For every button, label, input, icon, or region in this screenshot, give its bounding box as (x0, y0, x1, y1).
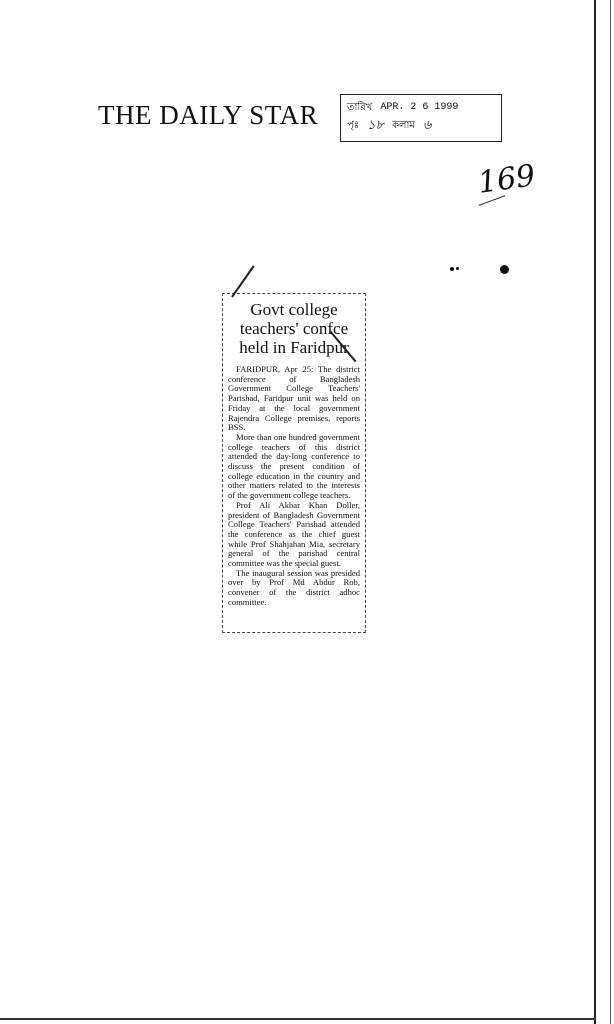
archive-stamp (340, 94, 502, 142)
headline-line: teachers' confce (239, 319, 349, 338)
page-bottom-line (0, 1018, 596, 1020)
stamp-page-label: পৃঃ (347, 120, 360, 131)
article-paragraph: Prof Ali Akbar Khan Doller, president of Bangladesh Government College Teachers' Parishad attended the conference as the chief guest while Prof Shahjahan Mia, secretary general of the parishad central committee was the special guest. (228, 499, 360, 569)
page-edge-line (594, 0, 596, 1024)
newspaper-masthead: THE DAILY STAR (98, 100, 319, 130)
newspaper-clipping (222, 293, 366, 633)
stamp-date-label: তারিখ (347, 102, 373, 113)
article-headline (228, 300, 360, 357)
ink-dot (450, 267, 454, 271)
stamp-column-value: ৬ (422, 118, 432, 133)
stamp-column-label: কলাম (392, 120, 415, 131)
stamp-page-value: ১৮ (367, 118, 384, 133)
headline-line: held in Faridpur (239, 338, 349, 357)
ink-dot (500, 265, 509, 274)
article-paragraph: More than one hundred government college teachers of this district attended the day-long conference to discuss the present condition of college education in the country and other matters related to the interests of the government college teachers. (228, 431, 360, 501)
ink-dot (456, 267, 459, 270)
page-edge-line (610, 0, 611, 1024)
stamp-date-value: APR. 2 6 1999 (380, 102, 459, 113)
article-body (228, 365, 360, 608)
article-paragraph: The inaugural session was presided over by Prof Md Abdur Rob, convener of the district adhoc committee. (228, 567, 360, 607)
article-paragraph: FARIDPUR, Apr 25: The district conference of Bangladesh Government College Teachers' Parishad, Faridpur unit was held on Friday at the local government Rajendra College premises, reports BSS. (228, 364, 360, 433)
handwritten-page-number: 169 (475, 158, 538, 201)
headline-line: Govt college (250, 300, 338, 319)
